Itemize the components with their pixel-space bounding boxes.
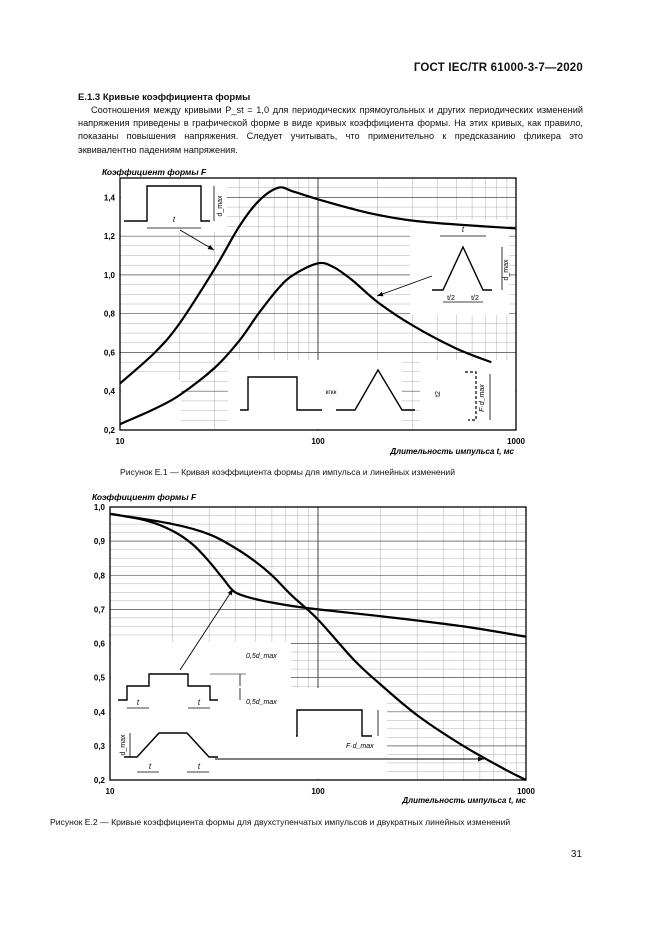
x-tick-label: 100 (311, 437, 325, 446)
label-half-dmax-2: 0,5d_max (246, 699, 277, 706)
x-tick-label: 100 (311, 787, 325, 796)
label-dmax: d_max (217, 195, 224, 217)
x-tick-label: 10 (105, 787, 115, 796)
x-tick-label: 1000 (507, 437, 525, 446)
x-tick-label: 10 (115, 437, 125, 446)
y-tick-label: 0,4 (103, 387, 115, 397)
page-number: 31 (570, 849, 582, 860)
y-tick-label: 0,6 (103, 348, 115, 358)
label-t-c: t (148, 762, 152, 771)
y-axis-label: Коэффициент формы F (102, 167, 207, 177)
inset-white-1 (111, 642, 291, 779)
bottom-label-1: кгкк (325, 389, 337, 396)
label-t2-a: t/2 (447, 295, 455, 302)
y-tick-label: 0,6 (93, 639, 105, 649)
label-t2-b: t/2 (471, 295, 479, 302)
label-half-dmax-1: 0,5d_max (246, 653, 277, 660)
label-t-2: t (461, 225, 465, 234)
x-axis-label: Длительность импульса t, мс (390, 447, 514, 456)
y-tick-label: 1,4 (103, 193, 115, 203)
arrow-to-curve-1-head (228, 589, 233, 595)
label-t-d: t (197, 762, 201, 771)
label-t-a: t (136, 698, 140, 707)
document-header: ГОСТ IEC/TR 61000-3-7—2020 (413, 62, 583, 74)
label-dmax: d_max (120, 734, 127, 756)
figure2-caption: Рисунок Е.2 — Кривые коэффициента формы для двухступенчатых импульсов и двукратных линейных изменений (50, 817, 511, 827)
label-fdmax: F·d_max (346, 743, 374, 750)
label-t: t (172, 215, 176, 224)
x-axis-label: Длительность импульса t, мс (402, 796, 526, 805)
y-tick-label: 1,0 (93, 503, 105, 512)
y-tick-label: 0,4 (93, 707, 105, 717)
y-tick-label: 1,0 (103, 270, 115, 280)
y-tick-label: 0,2 (93, 776, 105, 785)
paragraph-text: Соотношения между кривыми P_st = 1,0 для периодических прямоугольных и других периодических изменений напряжения приведены в графической форме в виде кривых коэффициента формы. На этих кривых, как правило, показаны повышения напряжения. Следует учитывать, что применительно к предсказанию фликера это эквивалентно падениям напряжения. (78, 105, 583, 155)
bottom-label-2: t2 (435, 391, 442, 397)
y-tick-label: 0,8 (103, 309, 115, 319)
bottom-label-fdmax: F·d_max (479, 384, 486, 412)
y-tick-label: 0,8 (93, 571, 105, 581)
y-tick-label: 0,2 (103, 426, 115, 435)
y-tick-label: 0,9 (93, 537, 105, 547)
y-tick-label: 0,7 (93, 605, 105, 615)
y-tick-label: 1,2 (103, 232, 115, 242)
inset-white-2 (291, 688, 387, 779)
label-dmax-2: d_max (503, 259, 510, 281)
x-tick-label: 1000 (517, 787, 535, 796)
y-tick-label: 0,3 (93, 741, 105, 751)
figure1-caption: Рисунок Е.1 — Кривая коэффициента формы для импульса и линейных изменений (120, 467, 455, 477)
y-tick-label: 0,5 (93, 673, 105, 683)
y-axis-label: Коэффициент формы F (92, 492, 197, 502)
label-t-b: t (197, 698, 201, 707)
section-title: E.1.3 Кривые коэффициента формы (78, 92, 251, 103)
